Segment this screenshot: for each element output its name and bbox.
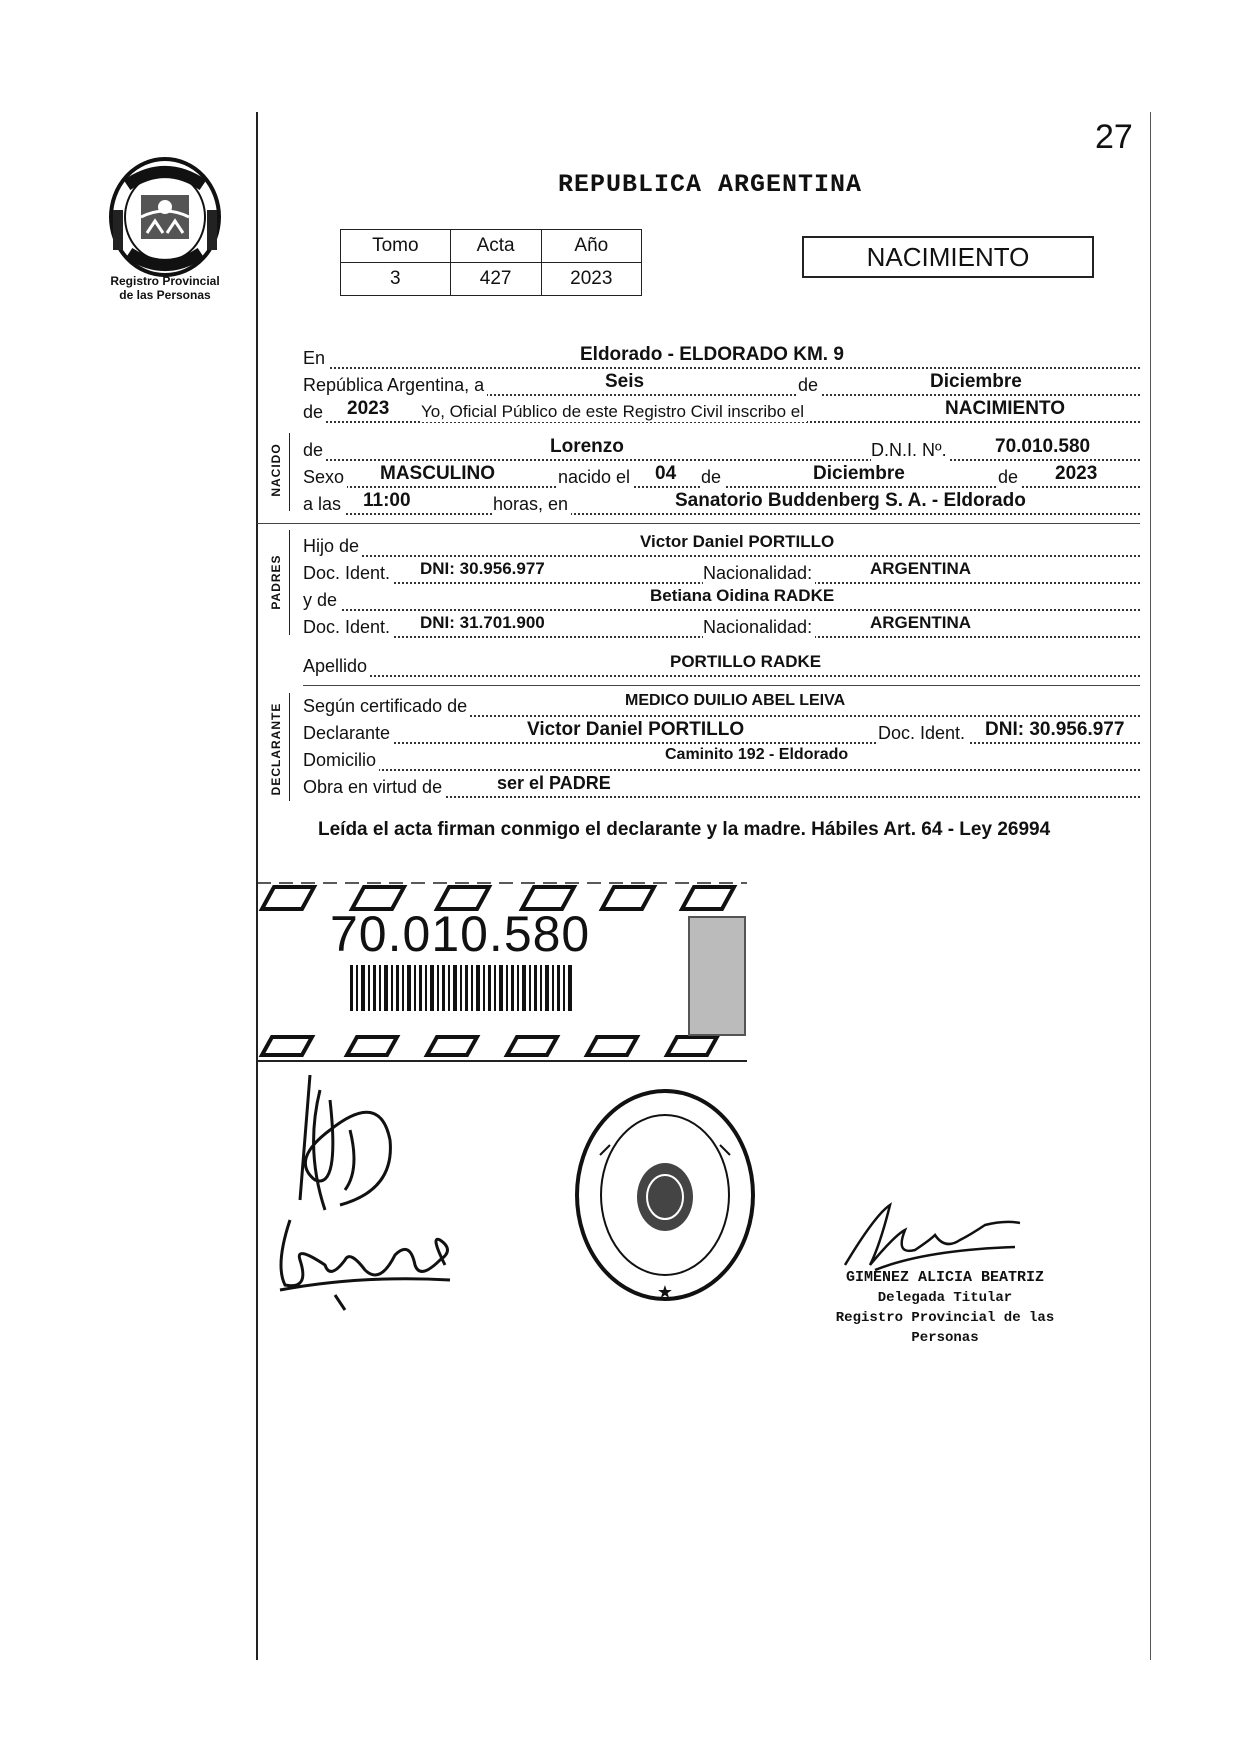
declarante-bracket [289,693,290,801]
padre-doc-value: DNI: 30.956.977 [420,559,545,578]
declarante-doc-value: DNI: 30.956.977 [985,719,1125,740]
right-margin-line [1150,112,1151,1660]
tomo-value: 3 [341,263,451,296]
logo-caption [95,274,235,302]
obra-label: Obra en virtud de [303,777,445,798]
nacido-side-label: NACIDO [269,443,283,497]
declarante-nombre-value: Victor Daniel PORTILLO [527,719,745,740]
mes-value: Diciembre [930,371,1022,392]
certificado-value: MEDICO DUILIO ABEL LEIVA [625,692,846,709]
anio-value: 2023 [541,263,641,296]
declarante-label: Declarante [303,723,393,744]
certificado-label: Según certificado de [303,696,470,717]
sexo-label: Sexo [303,467,347,488]
dia-letras-value: Seis [605,371,645,392]
page-number: 27 [1095,118,1133,156]
official-name: GIMENEZ ALICIA BEATRIZ [845,1269,1045,1286]
nacido-mes-value: Diciembre [813,463,905,484]
acta-header: Acta [450,230,541,263]
madre-nacionalidad-value: ARGENTINA [870,613,972,632]
document-title: REPUBLICA ARGENTINA [557,170,863,199]
document-type-box: NACIMIENTO [802,236,1094,278]
madre-signature [270,1205,490,1315]
apellido-value: PORTILLO RADKE [670,652,822,671]
closing-statement: Leída el acta firman conmigo el declarante y la madre. Hábiles Art. 64 - Ley 26994 [318,819,1051,840]
nacido-de-label: de [303,440,326,461]
lugar-value: Eldorado - ELDORADO KM. 9 [580,344,844,365]
obra-value: ser el PADRE [497,773,611,793]
official-seal [570,1085,760,1310]
en-label: En [303,348,328,369]
oficial-text: Yo, Oficial Público de este Registro Civil inscribo el [421,402,807,422]
madre-value: Betiana Oidina RADKE [650,586,835,605]
republica-label: República Argentina, a [303,375,487,396]
de-label: de [798,375,821,396]
nacido-line-hora [303,490,1140,520]
dni-value: 70.010.580 [995,436,1091,457]
nacido-de-label3: de [998,467,1021,488]
domicilio-label: Domicilio [303,750,379,771]
horas-en-label: horas, en [493,494,571,515]
de-prefix-label: de [303,402,326,423]
declarante-line-obra [303,773,1140,803]
declarante-signature [270,1070,430,1220]
official-title: Delegada Titular [877,1290,1013,1306]
nacido-lugar-value: Sanatorio Buddenberg S. A. - Eldorado [675,490,1026,511]
madre-nacionalidad-label: Nacionalidad: [703,617,815,638]
nacido-de-label2: de [701,467,724,488]
dni-label: D.N.I. Nº. [871,440,950,461]
official-block [815,1268,1075,1348]
svg-text:★: ★ [656,1282,674,1303]
apellido-label: Apellido [303,656,370,677]
section-separator [257,523,1140,524]
nacido-el-label: nacido el [558,467,633,488]
madre-doc-label: Doc. Ident. [303,617,393,638]
hijo-de-label: Hijo de [303,536,362,557]
padres-side-label: PADRES [269,554,283,610]
padre-nacionalidad-value: ARGENTINA [870,559,972,578]
logo-caption-line1: Registro Provincial [110,274,220,288]
hora-value: 11:00 [363,490,411,511]
declarante-line-domicilio [303,746,1140,776]
declarante-doc-label: Doc. Ident. [878,723,968,744]
province-emblem-logo [105,155,225,280]
record-line-anio [303,398,1140,428]
sexo-value: MASCULINO [380,463,496,484]
nacido-anio-value: 2023 [1055,463,1098,484]
dia-value: 04 [655,463,677,484]
book-reference-table [340,229,642,296]
tomo-header: Tomo [341,230,451,263]
declarante-side-label: DECLARANTE [269,702,283,796]
official-signature [835,1195,1025,1275]
padres-bracket [289,530,290,635]
tipo-value: NACIMIENTO [945,398,1065,419]
logo-caption-line2: de las Personas [119,288,211,302]
nacido-bracket [289,433,290,511]
padre-doc-label: Doc. Ident. [303,563,393,584]
anio-value-record: 2023 [347,398,390,419]
padre-nacionalidad-label: Nacionalidad: [703,563,815,584]
apellido-separator [303,685,1140,686]
padre-value: Victor Daniel PORTILLO [640,532,835,551]
official-org: Registro Provincial de las Personas [835,1310,1055,1346]
a-las-label: a las [303,494,344,515]
y-de-label: y de [303,590,340,611]
madre-doc-value: DNI: 31.701.900 [420,613,545,632]
acta-value: 427 [450,263,541,296]
barcode [350,965,572,1011]
anio-header: Año [541,230,641,263]
padres-line-madre-doc [303,613,1140,643]
nombre-value: Lorenzo [550,436,624,457]
domicilio-value: Caminito 192 - Eldorado [665,746,849,763]
dni-sticker-number: 70.010.580 [330,906,591,962]
apellido-line [303,652,1140,682]
